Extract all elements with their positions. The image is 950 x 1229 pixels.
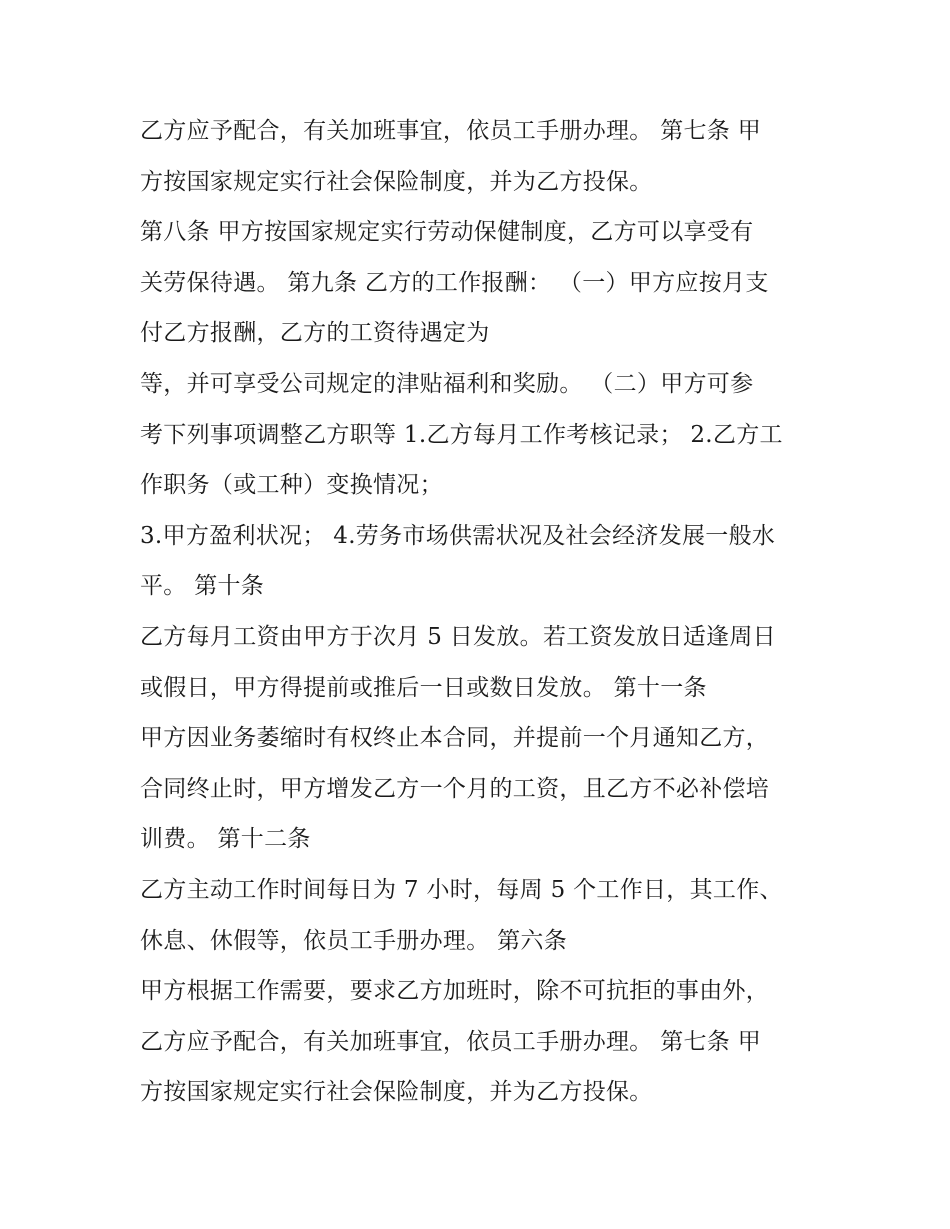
- text-line: 方按国家规定实行社会保险制度，并为乙方投保。: [140, 168, 653, 195]
- text-line: 作职务（或工种）变换情况；: [140, 472, 443, 499]
- text-line: 平。 第十条: [140, 573, 265, 600]
- text-line: 甲方因业务萎缩时有权终止本合同，并提前一个月通知乙方，: [140, 725, 770, 752]
- text-line: 乙方每月工资由甲方于次月 5 日发放。若工资发放日适逢周日: [140, 623, 776, 650]
- text-line: 等，并可享受公司规定的津贴福利和奖励。 （二）甲方可参: [140, 370, 754, 397]
- text-line: 训费。 第十二条: [140, 826, 311, 853]
- text-line: 合同终止时，甲方增发乙方一个月的工资，且乙方不必补偿培: [140, 775, 770, 802]
- text-line: 或假日，甲方得提前或推后一日或数日发放。 第十一条: [140, 674, 707, 701]
- text-line: 乙方应予配合，有关加班事宜，依员工手册办理。 第七条 甲: [140, 1028, 762, 1055]
- document-body: [140, 106, 820, 1118]
- text-line: 乙方主动工作时间每日为 7 小时，每周 5 个工作日，其工作、: [140, 876, 783, 903]
- text-line: 考下列事项调整乙方职等 1.乙方每月工作考核记录； 2.乙方工: [140, 421, 783, 448]
- text-line: 关劳保待遇。 第九条 乙方的工作报酬： （一）甲方应按月支: [140, 269, 769, 296]
- text-line: 休息、休假等，依员工手册办理。 第六条: [140, 927, 568, 954]
- text-line: 乙方应予配合，有关加班事宜，依员工手册办理。 第七条 甲: [140, 118, 762, 144]
- text-line: 付乙方报酬，乙方的工资待遇定为: [140, 320, 490, 347]
- text-line: 第八条 甲方按国家规定实行劳动保健制度，乙方可以享受有: [140, 219, 754, 246]
- text-line: 甲方根据工作需要，要求乙方加班时，除不可抗拒的事由外，: [140, 978, 770, 1005]
- text-line: 方按国家规定实行社会保险制度，并为乙方投保。: [140, 1079, 653, 1106]
- text-line: 3.甲方盈利状况； 4.劳务市场供需状况及社会经济发展一般水: [140, 522, 776, 549]
